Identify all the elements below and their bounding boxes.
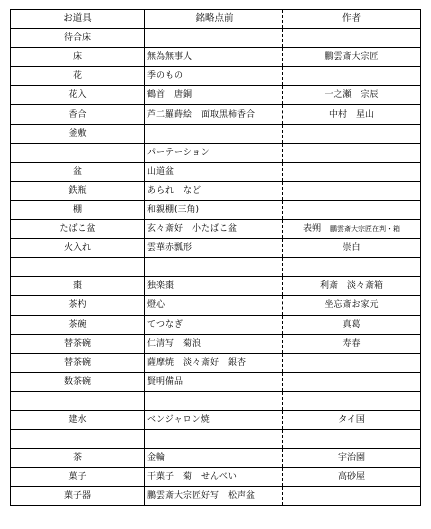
item-cell [145, 258, 283, 277]
tool-cell [11, 258, 145, 277]
item-cell: ベンジャロン焼 [145, 410, 283, 429]
utensil-table [10, 9, 421, 506]
item-cell: 玄々斎好 小たばこ盆 [145, 220, 283, 239]
table-row [11, 200, 421, 219]
header-item: 銘略点前 [145, 10, 283, 29]
item-cell [145, 430, 283, 449]
tool-cell: 菓子器 [11, 487, 145, 506]
maker-cell [283, 48, 421, 67]
table-row [11, 143, 421, 162]
table-row [11, 353, 421, 372]
maker-text: 坐忘斎お家元 [324, 300, 379, 311]
maker-cell [283, 124, 421, 143]
item-cell: 季のもの [145, 67, 283, 86]
maker-cell [283, 258, 421, 277]
maker-cell [283, 410, 421, 429]
item-cell: パーテーション [145, 143, 283, 162]
item-cell: 雲華赤瓢形 [145, 239, 283, 258]
maker-cell [283, 86, 421, 105]
tool-cell [11, 391, 145, 410]
maker-cell [283, 181, 421, 200]
tool-cell: 替茶碗 [11, 334, 145, 353]
item-cell: 燈心 [145, 296, 283, 315]
table-row [11, 410, 421, 429]
item-cell: 賢明備品 [145, 372, 283, 391]
item-cell: 和親棚(三角) [145, 200, 283, 219]
maker-cell [283, 143, 421, 162]
tool-cell: 茶碗 [11, 315, 145, 334]
table-row [11, 315, 421, 334]
table-row [11, 296, 421, 315]
tool-cell: 床 [11, 48, 145, 67]
maker-cell [283, 430, 421, 449]
item-cell: 鶴首 唐銅 [145, 86, 283, 105]
item-cell: 薩摩焼 淡々斎好 銀杏 [145, 353, 283, 372]
item-cell: 鵬雲斎大宗匠好写 松声盆 [145, 487, 283, 506]
item-cell: 独楽棗 [145, 277, 283, 296]
maker-cell [283, 200, 421, 219]
table-row [11, 372, 421, 391]
tool-cell: 盆 [11, 162, 145, 181]
maker-cell [283, 67, 421, 86]
maker-text: タイ国 [338, 415, 365, 426]
table-row [11, 430, 421, 449]
maker-cell [283, 468, 421, 487]
table-row [11, 449, 421, 468]
maker-cell [283, 220, 421, 239]
maker-cell [283, 277, 421, 296]
maker-text: 一之瀬 宗辰 [324, 90, 379, 101]
table-row [11, 258, 421, 277]
item-cell: 山道盆 [145, 162, 283, 181]
maker-cell [283, 449, 421, 468]
maker-text: 表朔 [302, 224, 321, 235]
header-row [11, 10, 421, 29]
item-cell: 金輪 [145, 449, 283, 468]
maker-cell [283, 334, 421, 353]
tool-cell: 数茶碗 [11, 372, 145, 391]
tool-cell: 鉄瓶 [11, 181, 145, 200]
tool-cell [11, 143, 145, 162]
header-tool: お道具 [11, 10, 145, 29]
maker-text: 寿春 [342, 338, 361, 349]
tool-cell: 釜敷 [11, 124, 145, 143]
tool-cell: 茶 [11, 449, 145, 468]
item-cell: 干菓子 菊 せんべい [145, 468, 283, 487]
tool-cell: 火入れ [11, 239, 145, 258]
item-cell: 無為無事人 [145, 48, 283, 67]
tool-cell: 香合 [11, 105, 145, 124]
maker-text: 崇白 [342, 243, 361, 254]
tool-cell: 茶杓 [11, 296, 145, 315]
tool-cell [11, 430, 145, 449]
maker-text: 鵬雲斎大宗匠 [324, 52, 379, 63]
table-row [11, 124, 421, 143]
tool-cell: 建水 [11, 410, 145, 429]
table-row [11, 181, 421, 200]
maker-subtext: 鵬雲斎大宗匠在判・箱 [330, 225, 401, 234]
item-cell [145, 124, 283, 143]
table-row [11, 391, 421, 410]
maker-cell [283, 315, 421, 334]
tool-cell: 棗 [11, 277, 145, 296]
table-row [11, 105, 421, 124]
item-cell: 芦二羅蒔絵 面取黒柿香合 [145, 105, 283, 124]
item-cell [145, 29, 283, 48]
table-row [11, 334, 421, 353]
table-row [11, 487, 421, 506]
table-row [11, 29, 421, 48]
tool-cell: 待合床 [11, 29, 145, 48]
maker-text: 中村 星山 [328, 109, 374, 120]
item-cell: 仁清写 菊浪 [145, 334, 283, 353]
maker-cell [283, 162, 421, 181]
maker-cell [283, 29, 421, 48]
item-cell [145, 391, 283, 410]
tool-cell: 花 [11, 67, 145, 86]
item-cell: あられ など [145, 181, 283, 200]
maker-cell [283, 239, 421, 258]
maker-text: 高砂屋 [337, 472, 365, 483]
table-row [11, 86, 421, 105]
item-cell: てつなぎ [145, 315, 283, 334]
maker-cell [283, 296, 421, 315]
tool-cell: 花入 [11, 86, 145, 105]
maker-cell [283, 353, 421, 372]
table-row [11, 67, 421, 86]
tool-cell: 棚 [11, 200, 145, 219]
maker-text: 宇治園 [337, 453, 365, 464]
table-row [11, 468, 421, 487]
maker-cell [283, 391, 421, 410]
maker-text: 利斎 淡々斎箱 [319, 281, 383, 292]
maker-cell [283, 105, 421, 124]
table-row [11, 162, 421, 181]
maker-cell [283, 487, 421, 506]
tool-cell: 替茶碗 [11, 353, 145, 372]
table-row [11, 48, 421, 67]
maker-text: 真葛 [342, 319, 361, 330]
tool-cell: たばこ盆 [11, 220, 145, 239]
table-row [11, 220, 421, 239]
table-row [11, 277, 421, 296]
table-row [11, 239, 421, 258]
header-maker: 作者 [283, 10, 421, 29]
tool-cell: 菓子 [11, 468, 145, 487]
maker-cell [283, 372, 421, 391]
